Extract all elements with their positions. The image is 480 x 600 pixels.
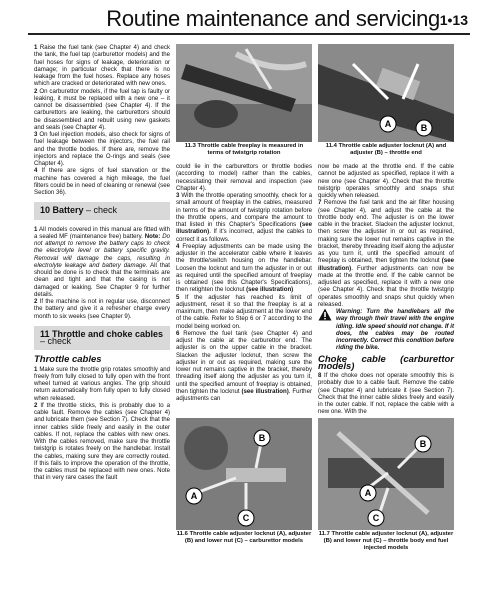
photo-throttle-body-adjuster — [318, 418, 454, 530]
label-c: C — [242, 513, 250, 523]
paragraph: 1 Raise the fuel tank (see Chapter 4) and check the tank, the fuel tap (carburettor models) and the fuel hoses for signs of leakage, deterioration or damage; in particular check that there is no leakage from the fuel hoses. Replace any hoses which are cracked or deteriorated with new ones. — [34, 44, 170, 88]
label-b: B — [420, 123, 428, 133]
caption-11-4: 11.4 Throttle cable adjuster locknut (A) and adjuster (B) – throttle end — [325, 143, 447, 156]
label-a: A — [364, 488, 372, 498]
photo-throttle-end-adjuster — [318, 44, 454, 142]
column-1 — [34, 44, 170, 482]
photo-carburettor-adjuster — [176, 418, 312, 530]
subheading-throttle-cables: Throttle cables — [34, 354, 102, 366]
warning-text: Warning: Turn the handlebars all the way through their travel with the engine idling. Idle speed should not change. If it does, the cables may be routed incorrectly. Correct this condition before riding the bike. — [336, 308, 454, 352]
paragraph: 7 Remove the fuel tank and the air filter housing (see Chapter 4), and adjust the cable at the throttle body end. The adjuster is on the lower cable in the bracket. Slacken the adjuster locknut, then screw the adjuster in or out as required, making sure the lower nut remains captive in the bracket, thereby threading itself along the adjuster as you turn it, until the specified amount of freeplay is obtained, then tighten the locknut (see illustration). Further adjustments can now be made at the throttle end. If the cable cannot be adjusted as specified, replace it with a new one (see Chapter 4). Check that the throttle twistgrip operates smoothly and snaps shut quickly when released. — [318, 199, 454, 308]
paragraph: could lie in the carburettors or throttle bodies (according to model) rather than the cables, necessitating their removal and inspection (see Chapter 4). — [176, 163, 312, 192]
paragraph: 2 If the machine is not in regular use, disconnect the battery and give it a refresher charge every month to six weeks (see Chapter 9). — [34, 298, 170, 320]
label-b: B — [419, 439, 427, 449]
column-2 — [176, 163, 312, 402]
paragraph: now be made at the throttle end. If the cable cannot be adjusted as specified, replace it with a new one (see Chapter 4). Check that the throttle twistgrip operates smoothly and snaps shut quickly when released. — [318, 163, 454, 199]
paragraph: 3 On fuel injection models, also check for signs of fuel leakage between the injectors, the fuel rail and the throttle bodies. If there are, remove the injectors and replace the O-rings and seals (see Chapter 4). — [34, 131, 170, 167]
paragraph: 1 Make sure the throttle grip rotates smoothly and freely from fully closed to fully open with the front wheel turned at various angles. The grip should return automatically from fully open to fully closed when released. — [34, 365, 170, 402]
label-a: A — [384, 119, 392, 129]
page-number: 1•13 — [439, 12, 468, 28]
caption-11-3: 11.3 Throttle cable freeplay is measured in terms of twistgrip rotation — [184, 143, 304, 156]
caption-11-7: 11.7 Throttle cable adjuster locknut (A), adjuster (B) and lower nut (C) – throttle body end fuel injected models — [318, 531, 454, 551]
section-heading-battery: 10 Battery – check — [34, 202, 170, 219]
page-header — [0, 0, 480, 36]
header-rule — [28, 33, 470, 35]
paragraph: 4 Freeplay adjustments can be made using the adjuster in the accelerator cable where it leaves the throttle/switch housing on the handlebar. Loosen the locknut and turn the adjuster in or out as required until the specified amount of freeplay is obtained (see this Chapter's Specifications), then retighten the locknut (see illustration) — [176, 242, 312, 294]
subheading-choke-cable: Choke cable (carburettor models) — [318, 353, 454, 372]
label-b: B — [258, 433, 266, 443]
paragraph: 5 If the adjuster has reached its limit of adjustment, reset it so that the freeplay is at a maximum, then make adjustment at the lower end of the cable. Refer to Step 6 or 7 according to the model being worked on. — [176, 293, 312, 330]
paragraph: 2 If the throttle sticks, this is probably due to a cable fault. Remove the cables (see Chapter 4) and lubricate them (see Section 7). Check that the inner cables slide freely and easily in the outer cables. If not, replace the cables with new ones. With the cables removed, make sure the throttle twistgrip is rotates freely on the handlebar. Install the cables, making sure they are correctly routed. If this fails to improve the operation of the throttle, the cables must be replaced with new ones. Note that in very rare cases the fault — [34, 401, 170, 482]
paragraph: 1 All models covered in this manual are fitted with a sealed MF (maintenance free) battery. Note: Do not attempt to remove the battery caps to check the electrolyte level or battery specific gravity. Removal will damage the caps, resulting in electrolyte leakage and battery damage. All that should be done is to check that the terminals are clean and tight and that the casing is not damaged or leaking. See Chapter 9 for further details. — [34, 225, 170, 298]
paragraph: 4 If there are signs of fuel starvation or the machine has covered a high mileage, the fuel filters could be in need of cleaning or renewal (see Section 36). — [34, 167, 170, 196]
paragraph: 3 With the throttle operating smoothly, check for a small amount of freeplay in the cables, measured in terms of the amount of twistgrip rotation before the throttle opens, and compare the amount to that listed in this Chapter's Specifications (see illustration). If it's incorrect, adjust the cables to correct it as follows. — [176, 192, 312, 243]
column-3 — [318, 163, 454, 416]
warning-block — [318, 308, 454, 352]
page-title: Routine maintenance and servicing — [106, 6, 440, 31]
caption-11-6: 11.6 Throttle cable adjuster locknut (A), adjuster (B) and lower nut (C) – carburettor models — [176, 531, 312, 544]
label-a: A — [190, 491, 198, 501]
photo-throttle-freeplay — [176, 44, 312, 142]
paragraph: 8 If the choke does not operate smoothly this is probably due to a cable fault. Remove the cable (see Chapter 4) and lubricate it (see Section 7). Check that the inner cable slides freely and easily in the outer cable. If not, replace the cable with a new one. With the — [318, 372, 454, 416]
label-c: C — [372, 513, 380, 523]
paragraph: 2 On carburettor models, if the fuel tap is faulty or leaking, it must be replaced with a new one – it cannot be disassembled (see Chapter 4). If the carburettors are leaking, the carburettors should be disassembled and rebuilt using new gaskets and seals (see Chapter 4). — [34, 87, 170, 131]
warning-icon — [318, 308, 332, 321]
section-heading-throttle: 11 Throttle and choke cables – check — [34, 326, 170, 351]
paragraph: 6 Remove the fuel tank (see Chapter 4) and adjust the cable at the carburettor end. The adjuster is on the upper cable in the bracket. Slacken the adjuster locknut, then screw the adjuster in or out as required, making sure the lower nut remains captive in the bracket, thereby threading itself along the adjuster as you turn it, until the specified amount of freeplay is obtained, then tighten the locknut (see illustration). Further adjustments can — [176, 329, 312, 402]
